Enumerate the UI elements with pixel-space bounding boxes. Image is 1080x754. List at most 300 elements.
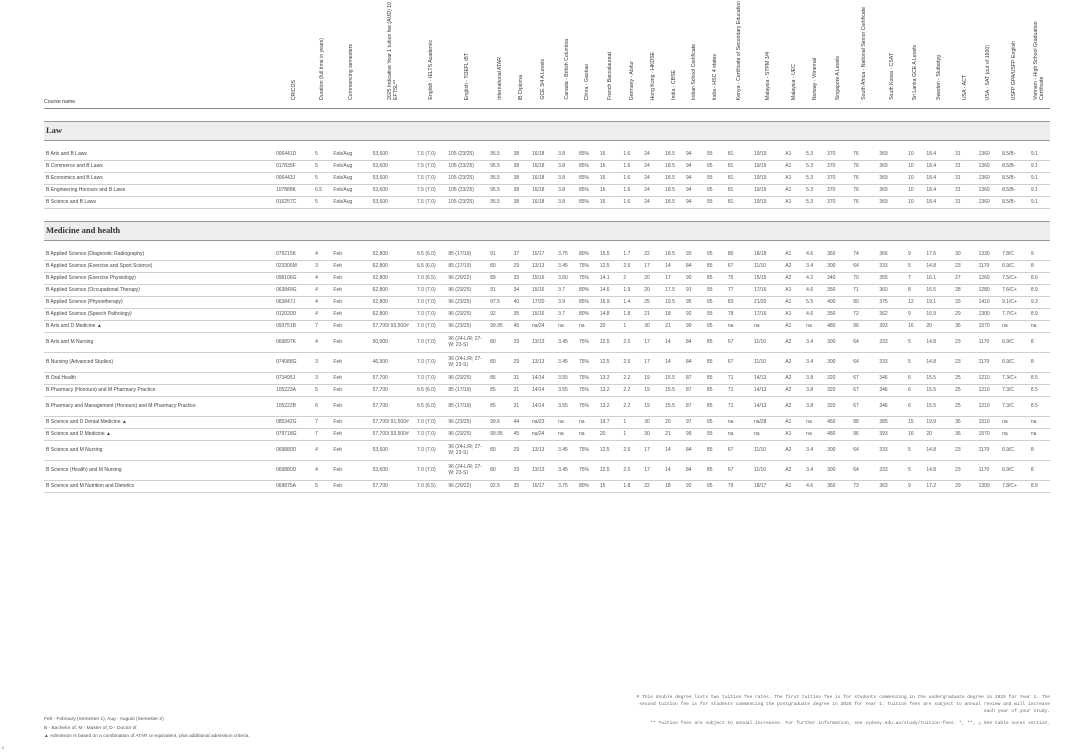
table-cell: 8.5/B- <box>1000 197 1029 209</box>
table-cell: 017835F <box>274 161 313 173</box>
table-cell: 16 <box>598 197 622 209</box>
column-header-label: IB Diploma <box>517 74 524 100</box>
table-cell: 88 <box>851 417 877 429</box>
column-header <box>313 0 331 109</box>
table-cell: na/24 <box>530 321 556 333</box>
table-cell: 57,700/ 93,500# <box>371 321 415 333</box>
table-cell: 20 <box>598 429 622 441</box>
table-cell: 7.5 (7.0) <box>415 197 446 209</box>
table-cell: 4 <box>313 309 331 321</box>
table-cell: 3.8 <box>556 197 577 209</box>
table-cell: 393 <box>877 429 906 441</box>
table-cell: na <box>726 417 752 429</box>
table-cell: 1170 <box>977 353 1001 373</box>
column-header <box>953 0 977 109</box>
column-header <box>598 0 622 109</box>
table-cell: 15.5 <box>924 397 953 417</box>
table-cell: 1.4 <box>621 297 642 309</box>
table-cell: 31 <box>953 161 977 173</box>
table-cell: 9.3 <box>1029 297 1050 309</box>
table-cell: 31 <box>953 197 977 209</box>
table-cell: 6.5 (6.0) <box>415 249 446 261</box>
table-cell: 13/13 <box>530 333 556 353</box>
table-cell: 95 <box>705 161 726 173</box>
table-cell: 95 <box>705 297 726 309</box>
table-cell: 20 <box>598 321 622 333</box>
column-header <box>556 0 577 109</box>
table-cell: 35 <box>512 481 530 493</box>
table-cell: 85% <box>577 173 598 185</box>
table-cell: 3.4 <box>804 353 825 373</box>
table-cell: 19.7 <box>598 417 622 429</box>
table-cell: 012020D <box>274 309 313 321</box>
table-cell: 78 <box>726 309 752 321</box>
table-cell: 4 <box>313 297 331 309</box>
table-cell: 22 <box>642 481 663 493</box>
table-cell: 1410 <box>977 297 1001 309</box>
table-cell: 99 <box>684 429 705 441</box>
table-cell: 46,900 <box>371 353 415 373</box>
table-cell: 95 <box>705 173 726 185</box>
table-cell: 95 <box>705 429 726 441</box>
table-cell: 3.8 <box>556 185 577 197</box>
table-cell: 25 <box>953 373 977 385</box>
table-cell: 1300 <box>977 309 1001 321</box>
table-cell: 5 <box>906 353 924 373</box>
table-cell: 13/13 <box>530 261 556 273</box>
table-cell: 063847J <box>274 297 313 309</box>
table-cell: 85% <box>577 185 598 197</box>
column-header <box>488 0 512 109</box>
table-cell: 12 <box>906 297 924 309</box>
column-header <box>906 0 924 109</box>
table-cell: 93 <box>684 249 705 261</box>
table-cell: 19/19 <box>752 149 783 161</box>
table-cell: 2.5 <box>621 353 642 373</box>
table-cell: 23 <box>953 353 977 373</box>
table-cell: 320 <box>825 397 851 417</box>
section-spacer <box>44 109 1050 122</box>
table-cell: 95 <box>705 185 726 197</box>
table-cell: 67 <box>851 397 877 417</box>
table-cell: 91 <box>684 285 705 297</box>
spacer-cell <box>44 241 1050 250</box>
table-cell: 1360 <box>977 197 1001 209</box>
column-header <box>726 0 752 109</box>
table-cell: 19/19 <box>752 185 783 197</box>
table-cell: 16 <box>598 149 622 161</box>
table-cell: 99 <box>684 321 705 333</box>
table-cell: 67 <box>726 441 752 461</box>
table-cell: na <box>1000 417 1029 429</box>
table-cell: 4.6 <box>804 249 825 261</box>
table-cell: 105 (23/25) <box>446 197 488 209</box>
table-cell: 14/13 <box>752 397 783 417</box>
table-cell: 400 <box>825 297 851 309</box>
table-cell: na <box>556 321 577 333</box>
table-cell: 1210 <box>977 385 1001 397</box>
table-cell: 16/18 <box>530 149 556 161</box>
table-cell: 21 <box>663 321 684 333</box>
table-cell: 4 <box>313 441 331 461</box>
table-cell: 4 <box>313 249 331 261</box>
table-cell: 9.1 <box>1029 185 1050 197</box>
table-cell: 96 (23/25) <box>446 373 488 385</box>
column-header: Course name <box>44 0 274 109</box>
table-cell: 92 <box>684 481 705 493</box>
table-cell: 6.9/C <box>1000 441 1029 461</box>
table-cell: 2.5 <box>621 441 642 461</box>
table-cell: 81 <box>726 149 752 161</box>
table-cell: 9.1 <box>1029 161 1050 173</box>
table-cell: 6.9/C <box>1000 333 1029 353</box>
corner-mark: 6 <box>2 745 5 750</box>
table-cell: na <box>752 429 783 441</box>
table-cell: 62,800 <box>371 297 415 309</box>
table-cell: A1 <box>783 285 804 297</box>
table-cell: Feb <box>331 461 370 481</box>
table-cell: 1260 <box>977 273 1001 285</box>
table-cell: 300 <box>825 353 851 373</box>
table-cell: 14/14 <box>530 373 556 385</box>
section-spacer <box>44 141 1050 150</box>
table-cell: 92 <box>684 309 705 321</box>
table-cell: 64 <box>851 333 877 353</box>
table-cell: 3 <box>313 261 331 273</box>
table-cell: 3.45 <box>556 353 577 373</box>
table-cell: 3.4 <box>804 461 825 481</box>
table-cell: 95 <box>705 249 726 261</box>
table-cell: 8.5/B- <box>1000 149 1029 161</box>
table-cell: 069880D <box>274 441 313 461</box>
table-cell: 8.9 <box>1029 481 1050 493</box>
table-cell: 14.6 <box>598 285 622 297</box>
table-cell: 1570 <box>977 429 1001 441</box>
table-cell: 73 <box>851 481 877 493</box>
column-header <box>530 0 556 109</box>
table-cell: 85 (17/19) <box>446 249 488 261</box>
course-name-cell: B Oral Health <box>44 373 274 385</box>
table-cell: 3.75 <box>556 481 577 493</box>
table-body <box>44 109 1050 493</box>
table-cell: 13.2 <box>598 397 622 417</box>
table-cell: 85 <box>705 333 726 353</box>
table-cell: 15/15 <box>752 273 783 285</box>
table-cell: 105223A <box>274 385 313 397</box>
course-name-cell: B Economics and B Laws <box>44 173 274 185</box>
table-cell: 3.55 <box>556 397 577 417</box>
table-cell: na <box>804 417 825 429</box>
table-cell: 84 <box>684 333 705 353</box>
table-cell: 074088G <box>274 353 313 373</box>
table-cell: 95 <box>705 417 726 429</box>
table-cell: 19/19 <box>752 161 783 173</box>
table-cell: 3.8 <box>804 397 825 417</box>
table-cell: 85 <box>705 441 726 461</box>
table-cell: 7 <box>313 429 331 441</box>
table-cell: 67 <box>851 385 877 397</box>
table-cell: 29 <box>953 481 977 493</box>
table-cell: 15.5 <box>663 385 684 397</box>
table-cell: Feb/Aug <box>331 173 370 185</box>
table-cell: 95.5 <box>488 173 512 185</box>
column-header-label: Hong Kong - HKDSE <box>649 51 656 100</box>
table-cell: 15/16 <box>530 309 556 321</box>
table-cell: 21 <box>642 309 663 321</box>
table-cell: 85% <box>577 149 598 161</box>
table-cell: A1 <box>783 185 804 197</box>
table-cell: 64 <box>851 353 877 373</box>
table-cell: 76 <box>851 161 877 173</box>
table-cell: 2.2 <box>621 373 642 385</box>
table-cell: Feb <box>331 373 370 385</box>
table-cell: 10 <box>906 149 924 161</box>
table-cell: 105 (23/25) <box>446 149 488 161</box>
table-cell: 76 <box>851 149 877 161</box>
table-cell: 18.5 <box>663 149 684 161</box>
table-cell: 18.5 <box>663 173 684 185</box>
table-cell: Feb/Aug <box>331 149 370 161</box>
table-cell: 7.5 (7.0) <box>415 173 446 185</box>
table-row <box>44 249 1050 261</box>
table-cell: 17.2 <box>924 481 953 493</box>
table-cell: 18.5 <box>663 197 684 209</box>
table-cell: 11/10 <box>752 333 783 353</box>
table-cell: 7.5 (7.0) <box>415 161 446 173</box>
table-cell: 13.2 <box>598 385 622 397</box>
column-header-label: Sri Lanka GCE A Levels <box>912 44 919 100</box>
table-cell: 95.5 <box>488 161 512 173</box>
table-cell: 90 <box>684 273 705 285</box>
table-cell: 22 <box>642 249 663 261</box>
table-cell: 8.9 <box>1029 285 1050 297</box>
table-cell: 18.4 <box>924 197 953 209</box>
table-cell: 093751B <box>274 321 313 333</box>
table-cell: 11/10 <box>752 461 783 481</box>
table-cell: 9 <box>1029 249 1050 261</box>
table-cell: 71 <box>726 385 752 397</box>
course-name-cell: B Applied Science (Occupational Therapy) <box>44 285 274 297</box>
table-cell: 369 <box>877 197 906 209</box>
table-cell: 17/20 <box>530 297 556 309</box>
section-title: Medicine and health <box>44 222 1050 241</box>
table-cell: 85 <box>705 461 726 481</box>
table-cell: 7.6/C+ <box>1000 285 1029 297</box>
table-cell: na <box>577 321 598 333</box>
column-header <box>577 0 598 109</box>
table-row <box>44 297 1050 309</box>
table-cell: 53,600 <box>371 185 415 197</box>
table-cell: 1170 <box>977 441 1001 461</box>
table-cell: 1510 <box>977 417 1001 429</box>
table-cell: 5 <box>313 385 331 397</box>
table-cell: 29 <box>512 353 530 373</box>
table-cell: 333 <box>877 353 906 373</box>
table-cell: 40 <box>512 297 530 309</box>
table-cell: na <box>1029 429 1050 441</box>
table-cell: 360 <box>877 285 906 297</box>
table-cell: 53,600 <box>371 149 415 161</box>
table-row <box>44 161 1050 173</box>
table-cell: 19/19 <box>752 197 783 209</box>
course-name-cell: B Pharmacy and Management (Honours) and M Pharmacy Practice <box>44 397 274 417</box>
table-cell: 96 (23/25) <box>446 429 488 441</box>
table-row <box>44 333 1050 353</box>
table-cell: 4.2 <box>804 273 825 285</box>
table-cell: 3.75 <box>556 249 577 261</box>
table-cell: 10 <box>906 197 924 209</box>
table-cell: 70 <box>851 273 877 285</box>
table-cell: Feb/Aug <box>331 197 370 209</box>
course-name-cell: B Applied Science (Exercise and Sport Science) <box>44 261 274 273</box>
footnote-tuition-increases: ** Tuition fees are subject to annual increases. For further information, see sydney.edu.au/study/tuition-fees. *, **, △ See table notes section. <box>650 721 1050 726</box>
section-title: Law <box>44 122 1050 141</box>
table-cell: 350 <box>825 309 851 321</box>
table-cell: 9 <box>906 481 924 493</box>
table-cell: Feb <box>331 273 370 285</box>
table-cell: 25 <box>642 297 663 309</box>
table-cell: 105 (23/25) <box>446 173 488 185</box>
table-cell: 80 <box>488 261 512 273</box>
table-cell: 11/10 <box>752 441 783 461</box>
table-cell: 29 <box>512 441 530 461</box>
column-header-label: China - Gaokao <box>584 63 591 100</box>
table-cell: Feb <box>331 309 370 321</box>
table-cell: 57,700 <box>371 481 415 493</box>
table-cell: 16.1 <box>924 273 953 285</box>
table-cell: 12.5 <box>598 333 622 353</box>
table-cell: 38 <box>512 197 530 209</box>
column-header-label: Norway - Vitnemal <box>811 57 818 100</box>
table-cell: 15 <box>906 417 924 429</box>
table-cell: 31 <box>512 373 530 385</box>
table-cell: 320 <box>825 373 851 385</box>
table-cell: 19.5 <box>663 297 684 309</box>
table-cell: 75% <box>577 261 598 273</box>
column-header <box>1000 0 1029 109</box>
table-cell: 7.3/C <box>1000 385 1029 397</box>
table-cell: 369 <box>877 173 906 185</box>
table-row <box>44 197 1050 209</box>
table-cell: 87 <box>684 373 705 385</box>
table-cell: 14.1 <box>598 273 622 285</box>
table-cell: 7 <box>906 273 924 285</box>
table-cell: 18 <box>663 481 684 493</box>
table-cell: 62,800 <box>371 309 415 321</box>
table-cell: 95 <box>705 285 726 297</box>
table-cell: 20 <box>642 273 663 285</box>
table-cell: 85 <box>705 373 726 385</box>
table-row <box>44 173 1050 185</box>
column-header <box>924 0 953 109</box>
table-cell: 57,700/ 91,500# <box>371 417 415 429</box>
table-cell: 29 <box>953 309 977 321</box>
course-name-cell: B Pharmacy (Honours) and M Pharmacy Practice <box>44 385 274 397</box>
table-cell: 8 <box>1029 333 1050 353</box>
table-cell: 97 <box>684 417 705 429</box>
column-header-label: Sweden - Slutbetyg <box>935 55 942 100</box>
table-row <box>44 373 1050 385</box>
table-cell: 75% <box>577 333 598 353</box>
column-header-label: South Korea - CSAT <box>888 53 895 100</box>
table-cell: 16/17 <box>530 249 556 261</box>
table-cell: 85 (17/19) <box>446 397 488 417</box>
table-cell: 3.8 <box>556 149 577 161</box>
table-row <box>44 185 1050 197</box>
table-cell: Feb <box>331 353 370 373</box>
table-cell: 1360 <box>977 149 1001 161</box>
table-cell: 83 <box>726 297 752 309</box>
table-cell: 3.60 <box>556 273 577 285</box>
table-cell: 079215K <box>274 249 313 261</box>
table-cell: 16/18 <box>530 197 556 209</box>
table-cell: 95 <box>705 321 726 333</box>
table-cell: 1360 <box>977 173 1001 185</box>
table-cell: 7.0 (7.0) <box>415 309 446 321</box>
table-cell: 67 <box>726 261 752 273</box>
table-cell: na <box>556 417 577 429</box>
table-row <box>44 273 1050 285</box>
table-cell: 96 (23/25) <box>446 285 488 297</box>
table-cell: 21/20 <box>752 297 783 309</box>
table-cell: 2.2 <box>621 397 642 417</box>
table-cell: 10 <box>906 161 924 173</box>
table-cell: na <box>1000 429 1029 441</box>
table-cell: 4.6 <box>804 481 825 493</box>
table-cell: 8 <box>1029 461 1050 481</box>
table-cell: 96 <box>851 321 877 333</box>
table-cell: 96 (24-L/R; 27-W; 23-S) <box>446 461 488 481</box>
table-cell: 53,600 <box>371 441 415 461</box>
column-header <box>977 0 1001 109</box>
table-cell: 7.8/C <box>1000 249 1029 261</box>
table-cell: 3.45 <box>556 461 577 481</box>
table-cell: 5.3 <box>804 173 825 185</box>
course-name-cell: B Science and D Medicine ▲ <box>44 429 274 441</box>
table-cell: 11/10 <box>752 353 783 373</box>
spacer-cell <box>44 141 1050 150</box>
table-cell: 4 <box>313 333 331 353</box>
table-cell: 5.3 <box>804 149 825 161</box>
table-cell: 1.9 <box>621 285 642 297</box>
table-cell: 006443J <box>274 173 313 185</box>
table-cell: 13/13 <box>530 353 556 373</box>
table-cell: 81 <box>726 173 752 185</box>
table-cell: 16.9 <box>924 309 953 321</box>
table-cell: 5 <box>313 173 331 185</box>
table-cell: 5.3 <box>804 161 825 173</box>
table-cell: na <box>752 321 783 333</box>
table-cell: 18.5 <box>663 185 684 197</box>
table-cell: 24 <box>642 197 663 209</box>
table-cell: na <box>556 429 577 441</box>
table-cell: 363 <box>877 481 906 493</box>
table-cell: 098106G <box>274 273 313 285</box>
admission-table-container <box>44 0 1050 493</box>
admission-requirements-table <box>44 0 1050 493</box>
table-cell: A1 <box>783 429 804 441</box>
table-cell: 14.8 <box>924 261 953 273</box>
table-cell: 369 <box>877 149 906 161</box>
table-cell: 11/10 <box>752 261 783 273</box>
table-cell: 13/13 <box>530 461 556 481</box>
table-cell: 14/13 <box>752 385 783 397</box>
table-cell: 80 <box>488 333 512 353</box>
table-cell: 84 <box>684 441 705 461</box>
table-cell: 85 (17/19) <box>446 385 488 397</box>
table-cell: 18 <box>663 309 684 321</box>
table-cell: Feb <box>331 321 370 333</box>
